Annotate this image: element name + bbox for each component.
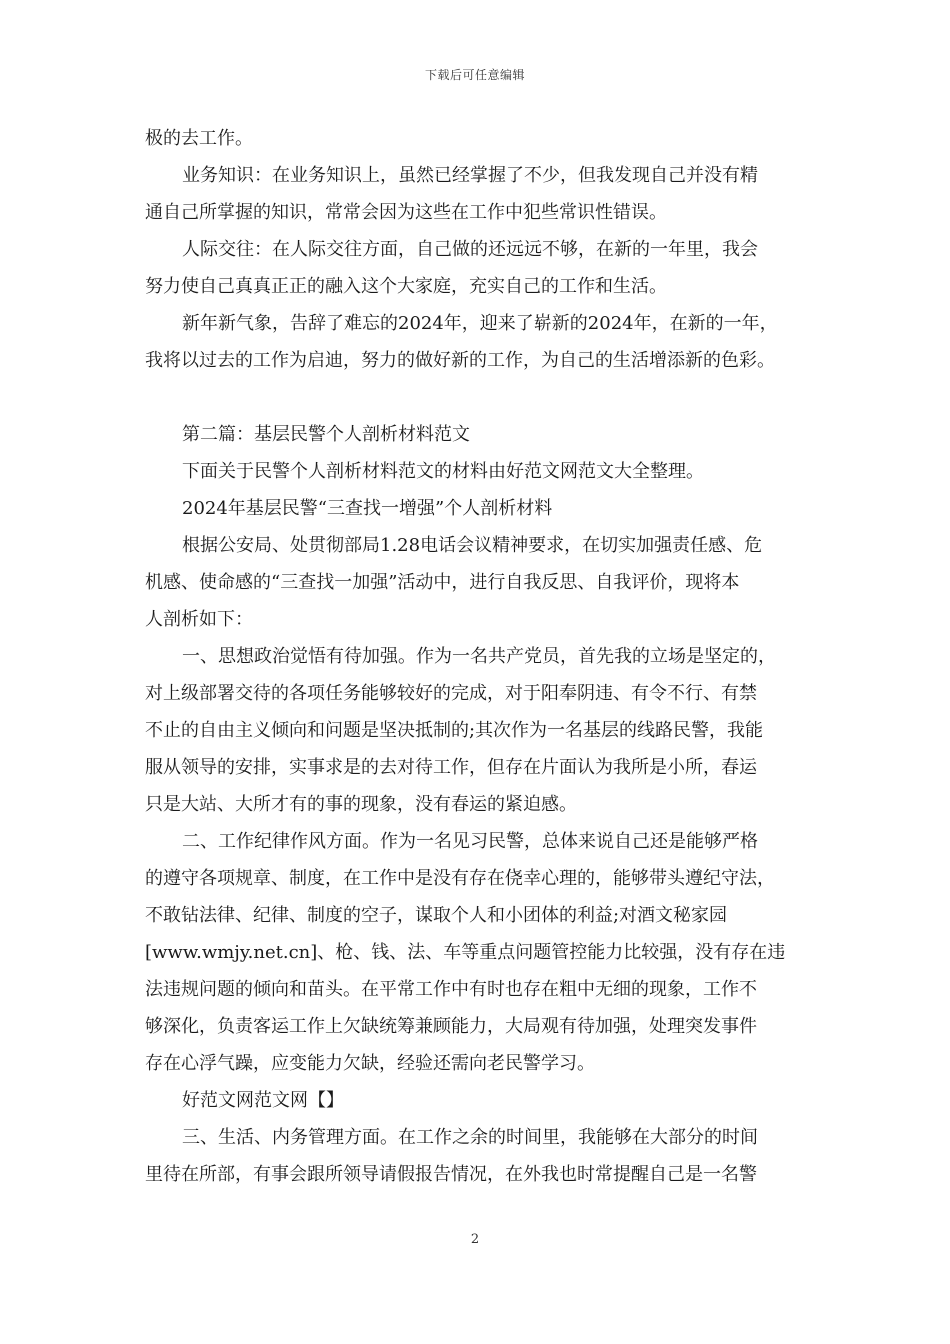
- paragraph-line: 存在心浮气躁，应变能力欠缺，经验还需向老民警学习。: [145, 1053, 595, 1074]
- paragraph-line: 一、思想政治觉悟有待加强。作为一名共产党员，首先我的立场是坚定的，: [182, 646, 776, 667]
- paragraph-line: 够深化，负责客运工作上欠缺统筹兼顾能力，大局观有待加强，处理突发事件: [145, 1016, 757, 1037]
- paragraph-line: 根据公安局、处贯彻部局1.28电话会议精神要求，在切实加强责任感、危: [182, 535, 763, 556]
- paragraph-line: 法违规问题的倾向和苗头。在平常工作中有时也存在粗中无细的现象，工作不: [145, 979, 757, 1000]
- paragraph-line: 二、工作纪律作风方面。作为一名见习民警，总体来说自己还是能够严格: [182, 831, 758, 852]
- paragraph-line: 三、生活、内务管理方面。在工作之余的时间里，我能够在大部分的时间: [182, 1127, 758, 1148]
- paragraph-line: 服从领导的安排，实事求是的去对待工作，但存在片面认为我所是小所，春运: [145, 757, 757, 778]
- paragraph-line: 好范文网范文网【】: [182, 1090, 344, 1111]
- document-body: [145, 120, 810, 1193]
- section-spacer: [145, 379, 810, 416]
- paragraph-line: 不敢钻法律、纪律、制度的空子，谋取个人和小团体的利益;对酒文秘家园: [145, 905, 728, 926]
- paragraph-line: 通自己所掌握的知识，常常会因为这些在工作中犯些常识性错误。: [145, 202, 667, 223]
- paragraph-line: 里待在所部，有事会跟所领导请假报告情况，在外我也时常提醒自己是一名警: [145, 1164, 757, 1185]
- paragraph-line: 努力使自己真真正正的融入这个大家庭，充实自己的工作和生活。: [145, 276, 667, 297]
- paragraph-line: 业务知识：在业务知识上，虽然已经掌握了不少，但我发现自己并没有精: [182, 165, 758, 186]
- paragraph-line: 下面关于民警个人剖析材料范文的材料由好范文网范文大全整理。: [182, 461, 704, 482]
- page-number: 2: [470, 1232, 480, 1247]
- paragraph-line: 新年新气象，告辞了难忘的2024年，迎来了崭新的2024年，在新的一年，: [182, 313, 778, 334]
- paragraph-line: 不止的自由主义倾向和问题是坚决抵制的;其次作为一名基层的线路民警，我能: [145, 720, 764, 741]
- section-heading: 第二篇：基层民警个人剖析材料范文: [182, 424, 470, 445]
- paragraph-line: 人剖析如下：: [145, 609, 253, 630]
- paragraph-line: 人际交往：在人际交往方面，自己做的还远远不够，在新的一年里，我会: [182, 239, 758, 260]
- paragraph-line: 对上级部署交待的各项任务能够较好的完成，对于阳奉阴违、有令不行、有禁: [145, 683, 757, 704]
- paragraph-line: 极的去工作。: [145, 128, 253, 149]
- paragraph-line: 机感、使命感的“三查找一加强”活动中，进行自我反思、自我评价，现将本: [145, 572, 740, 593]
- page-header-note: 下载后可任意编辑: [424, 68, 525, 82]
- paragraph-line: 的遵守各项规章、制度，在工作中是没有存在侥幸心理的，能够带头遵纪守法，: [145, 868, 775, 889]
- paragraph-line: [www.wmjy.net.cn]、枪、钱、法、车等重点问题管控能力比较强，没有存在违: [145, 942, 786, 963]
- subheading: 2024年基层民警“三查找一增强”个人剖析材料: [182, 498, 553, 519]
- paragraph-line: 我将以过去的工作为启迪，努力的做好新的工作，为自己的生活增添新的色彩。: [145, 350, 775, 371]
- paragraph-line: 只是大站、大所才有的事的现象，没有春运的紧迫感。: [145, 794, 577, 815]
